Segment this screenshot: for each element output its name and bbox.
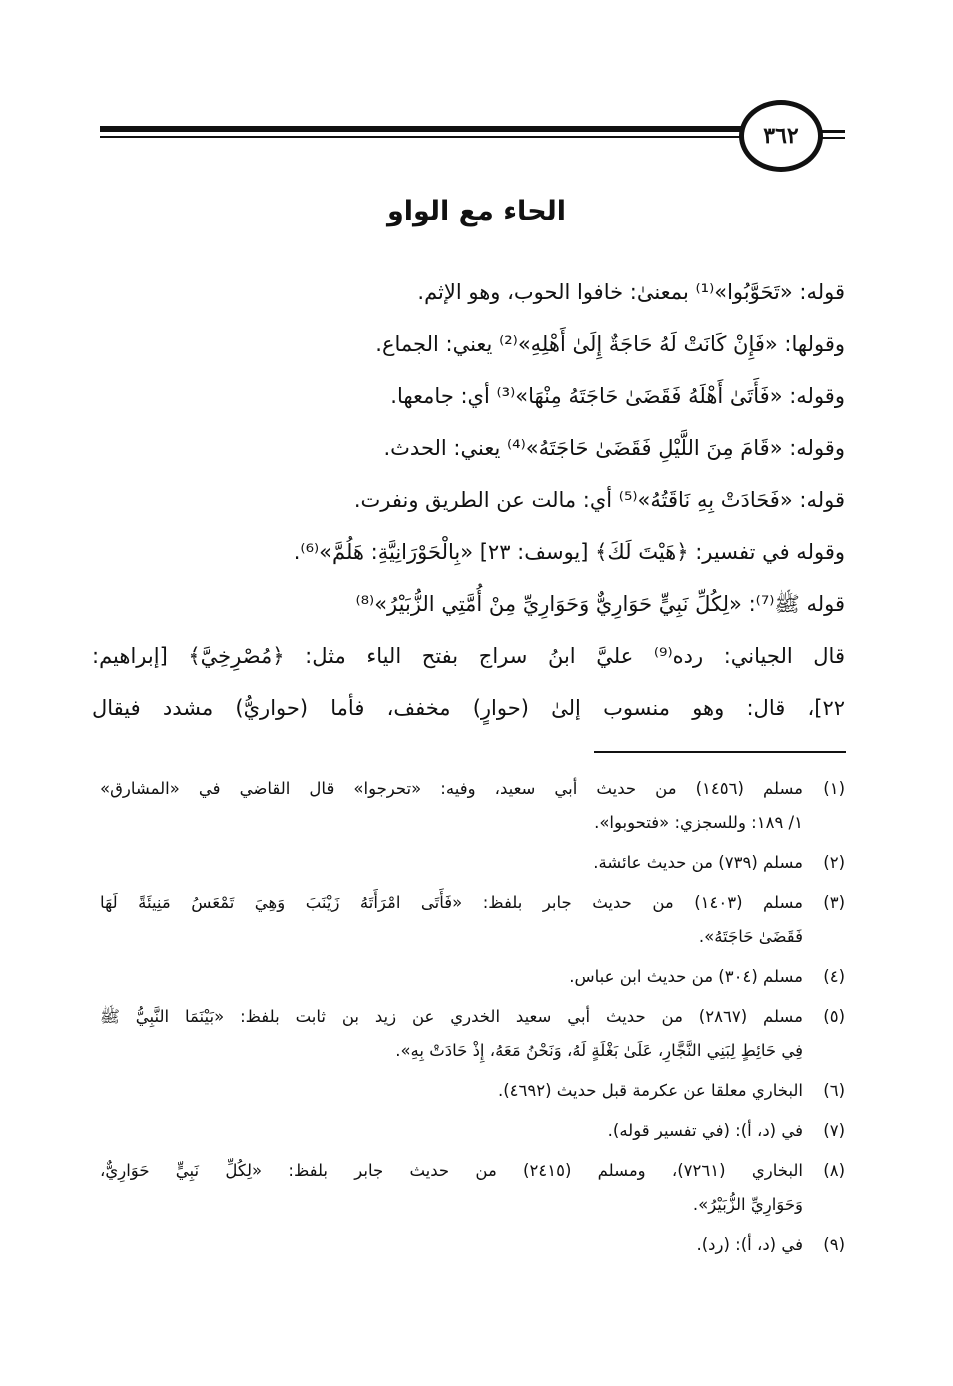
footnote-number: (٧) xyxy=(823,1121,845,1140)
footnote-line: مسلم (٣٠٤) من حديث ابن عباس. xyxy=(569,967,803,986)
page-header xyxy=(100,100,845,166)
footnote-line: البخاري معلقا عن عكرمة قبل حديث (٤٦٩٢). xyxy=(497,1081,803,1100)
page-number: ٣٦٢ xyxy=(739,100,823,172)
footnotes xyxy=(100,772,845,1268)
footnote-line: البخاري (٧٢٦١)، ومسلم (٢٤١٥) من حديث جابر بلفظ: «لِكُلِّ نَبِيٍّ حَوَارِيٌّ، xyxy=(100,1161,803,1180)
footnote xyxy=(100,1074,845,1108)
text-line: قوله: «فَحَادَتْ بِهِ نَاقَتُهُ»⁽⁵⁾ أي: مالت عن الطريق ونفرت. xyxy=(353,488,845,512)
text-line: وقوله: «فَأَتَىٰ أَهْلَهُ فَقَضَىٰ حَاجَتَهُ مِنْهَا»⁽³⁾ أي: جامعها. xyxy=(390,384,845,408)
footnote-number: (٨) xyxy=(823,1161,845,1180)
footnote-line: وَحَوَارِيِّ الزُّبَيْرُ». xyxy=(692,1195,803,1214)
text-line: قوله: «تَحَوَّبُوا»⁽¹⁾ بمعنىٰ: خافوا الحوب، وهو الإثم. xyxy=(417,280,845,304)
footnote-line: في (د، أ): (في تفسير قوله). xyxy=(607,1121,803,1140)
footnote-line: مسلم (٢٨٦٧) من حديث أبي سعيد الخدري عن زيد بن ثابت بلفظ: «بَيْنَمَا النَّبِيُّ ﷺ xyxy=(100,1007,803,1026)
section-title: الحاء مع الواو xyxy=(386,196,567,227)
footnote-number: (٩) xyxy=(823,1235,845,1254)
footnote xyxy=(100,1114,845,1148)
footnote xyxy=(100,1154,845,1222)
header-rule xyxy=(100,126,745,132)
header-rule-thin xyxy=(100,136,745,138)
footnote-number: (٣) xyxy=(823,893,845,912)
footnote xyxy=(100,960,845,994)
footnote-line: ١/ ١٨٩: وللسجزي: «فتحوبوا». xyxy=(594,813,803,832)
footnote-line: فَقَضَىٰ حَاجَتَهُ». xyxy=(698,927,803,946)
footnote-line: في (د، أ): (رد). xyxy=(696,1235,803,1254)
text-line: وقولها: «فَإِنْ كَانَتْ لَهُ حَاجَةٌ إِلَىٰ أَهْلِهِ»⁽²⁾ يعني: الجماع. xyxy=(375,332,845,356)
text-line: ٢٢]، قال: وهو منسوب إلىٰ (حوارٍ) مخفف، فأما (حواريُّ) مشدد فيقال xyxy=(92,696,845,720)
text-line: وقوله: «قَامَ مِنَ اللَّيْلِ فَقَضَىٰ حَاجَتَهُ»⁽⁴⁾ يعني: الحدث. xyxy=(383,436,845,460)
footnote xyxy=(100,886,845,954)
footnote xyxy=(100,772,845,840)
text-line: قوله ﷺ⁽⁷⁾: «لِكُلِّ نَبِيٍّ حَوَارِيٌّ وَحَوَارِيِّ مِنْ أُمَّتِي الزُّبَيْرُ»⁽⁸⁾ xyxy=(355,592,845,616)
main-text xyxy=(92,266,845,734)
footnote xyxy=(100,846,845,880)
footnote-number: (٦) xyxy=(823,1081,845,1100)
footnote-number: (٢) xyxy=(823,853,845,872)
footnote-separator xyxy=(594,751,846,753)
footnote-line: مسلم (١٤٠٣) من حديث جابر بلفظ: «فَأَتَى امْرَأَتَهُ زَيْنَبَ وَهِيَ تَمْعَسُ مَنِيئَةً لَهَا xyxy=(100,893,803,912)
footnote-number: (٥) xyxy=(823,1007,845,1026)
text-line: قال الجياني: رده⁽⁹⁾ عليَّ ابنُ سراج بفتح الياء مثل: ﴿مُصْرِخِيَّ﴾ [إبراهيم: xyxy=(92,644,845,668)
footnote xyxy=(100,1000,845,1068)
footnote xyxy=(100,1228,845,1262)
footnote-line: فِي حَائِطٍ لِبَنِي النَّجَّارِ، عَلَىٰ بَغْلَةٍ لَهُ، وَنَحْنُ مَعَهُ، إِذْ حَادَتْ بِهِ». xyxy=(395,1041,803,1060)
footnote-number: (٤) xyxy=(823,967,845,986)
footnote-line: مسلم (٧٣٩) من حديث عائشة. xyxy=(593,853,803,872)
footnote-number: (١) xyxy=(823,779,845,798)
footnote-line: مسلم (١٤٥٦) من حديث أبي سعيد، وفيه: «تحرجوا» قال القاضي في «المشارق» xyxy=(100,779,804,798)
text-line: وقوله في تفسير: ﴿هَيْتَ لَكَ﴾ [يوسف: ٢٣] «بِالْحَوْرَانِيَّةِ: هَلُمَّ»⁽⁶⁾. xyxy=(293,540,845,564)
